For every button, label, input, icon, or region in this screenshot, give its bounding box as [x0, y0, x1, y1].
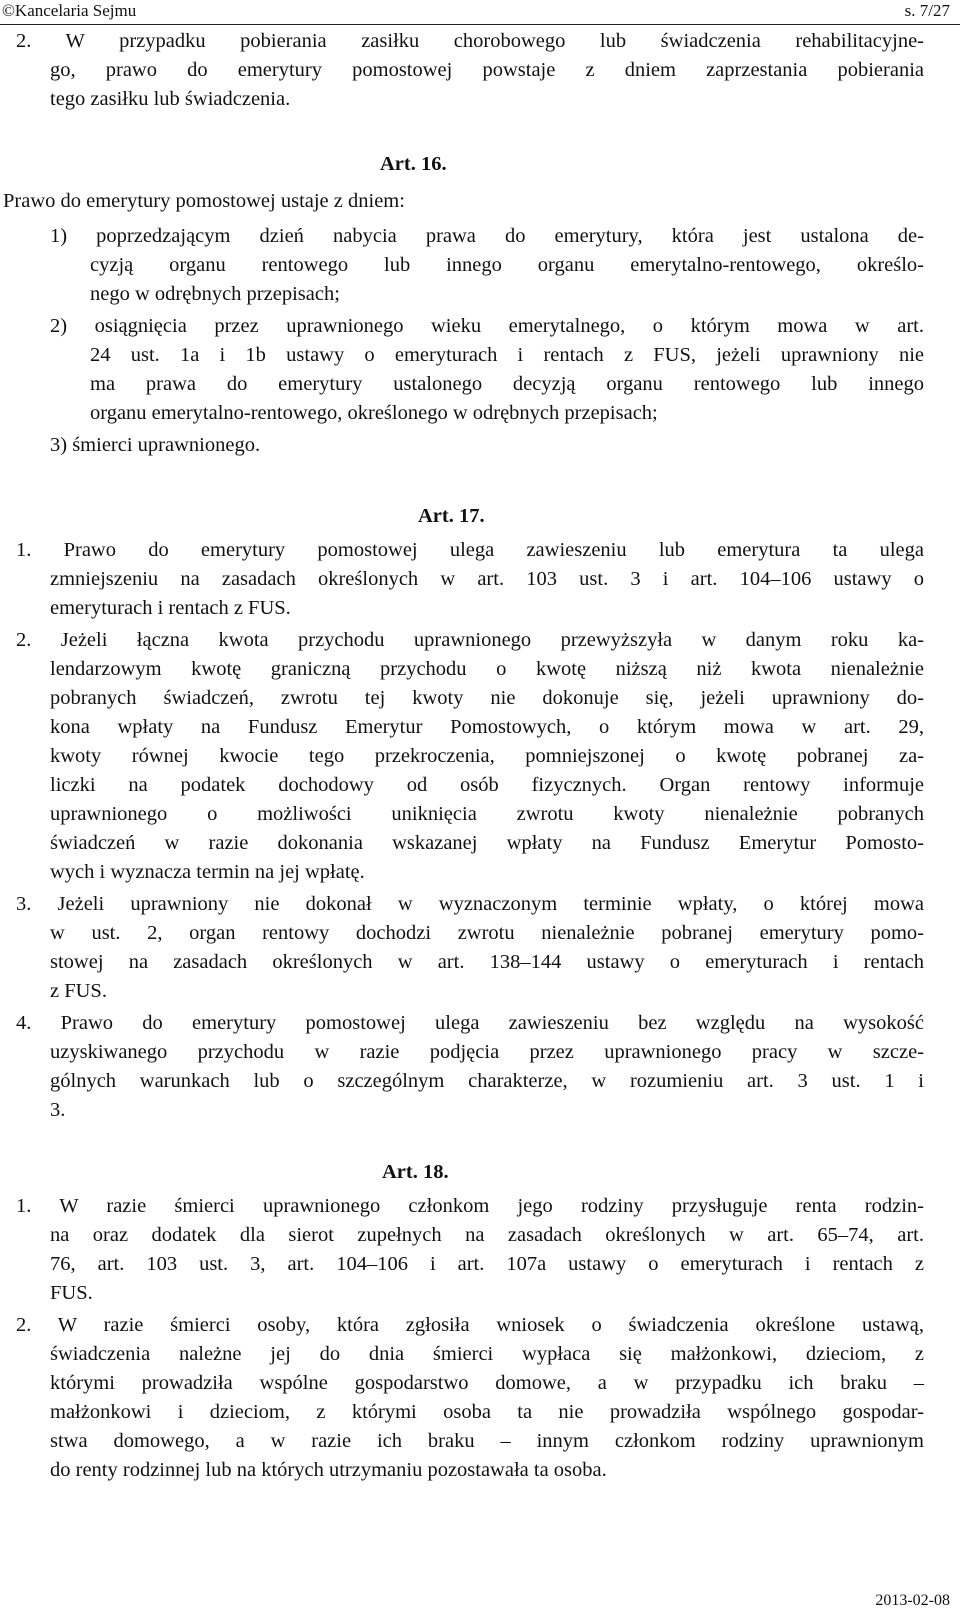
text-line: kwoty równej kwocie tego przekroczenia, pomniejszonej o kwotę pobranej za- — [50, 745, 924, 767]
text-line: 3. Jeżeli uprawniony nie dokonał w wyznaczonym terminie wpłaty, o której mowa — [16, 893, 924, 915]
text-line: 1. W razie śmierci uprawnionego członkom jego rodziny przysługuje renta rodzin- — [16, 1195, 924, 1217]
text-line: 2. Jeżeli łączna kwota przychodu uprawnionego przewyższyła w danym roku ka- — [16, 629, 924, 651]
text-line: 2. W przypadku pobierania zasiłku chorobowego lub świadczenia rehabilitacyjne- — [16, 30, 924, 52]
text-line: z FUS. — [50, 980, 107, 1002]
text-line: stowej na zasadach określonych w art. 138–144 ustawy o emeryturach i rentach — [50, 951, 924, 973]
text-line: świadczenia należne jej do dnia śmierci wypłaca się małżonkowi, dzieciom, z — [50, 1343, 924, 1365]
page-header — [0, 0, 960, 25]
text-line: uprawnionego o możliwości uniknięcia zwrotu kwoty nienależnie pobranych — [50, 803, 924, 825]
text-line: cyzją organu rentowego lub innego organu emerytalno-rentowego, określo- — [90, 254, 924, 276]
text-line: 76, art. 103 ust. 3, art. 104–106 i art. 107a ustawy o emeryturach i rentach z — [50, 1253, 924, 1275]
text-line: 3. — [50, 1099, 66, 1121]
text-line: uzyskiwanego przychodu w razie podjęcia przez uprawnionego pracy w szcze- — [50, 1041, 924, 1063]
article-heading: Art. 18. — [382, 1161, 449, 1183]
text-line: zmniejszeniu na zasadach określonych w art. 103 ust. 3 i art. 104–106 ustawy o — [50, 568, 924, 590]
text-line: wych i wyznacza termin na jej wpłatę. — [50, 861, 365, 883]
footer-date: 2013-02-08 — [875, 1592, 950, 1609]
header-source: ©Kancelaria Sejmu — [2, 1, 137, 20]
text-line: kona wpłaty na Fundusz Emerytur Pomostowych, o którym mowa w art. 29, — [50, 716, 924, 738]
text-line: FUS. — [50, 1282, 93, 1304]
text-line: lendarzowym kwotę graniczną przychodu o kwotę niższą niż kwota nienależnie — [50, 658, 924, 680]
text-line: ma prawa do emerytury ustalonego decyzją organu rentowego lub innego — [90, 373, 924, 395]
text-line: świadczeń w razie dokonania wskazanej wpłaty na Fundusz Emerytur Pomosto- — [50, 832, 924, 854]
text-line: 4. Prawo do emerytury pomostowej ulega zawieszeniu bez względu na wysokość — [16, 1012, 924, 1034]
text-line: 2) osiągnięcia przez uprawnionego wieku emerytalnego, o którym mowa w art. — [50, 315, 924, 337]
text-line: nego w odrębnych przepisach; — [90, 283, 340, 305]
text-line: stwa domowego, a w razie ich braku – innym członkom rodziny uprawnionym — [50, 1430, 924, 1452]
text-line: 1. Prawo do emerytury pomostowej ulega zawieszeniu lub emerytura ta ulega — [16, 539, 924, 561]
article-heading: Art. 17. — [418, 505, 485, 527]
text-line: pobranych świadczeń, zwrotu tej kwoty nie dokonuje się, jeżeli uprawniony do- — [50, 687, 924, 709]
text-line: go, prawo do emerytury pomostowej powstaje z dniem zaprzestania pobierania — [50, 59, 924, 81]
text-line: którymi prowadziła wspólne gospodarstwo domowe, a w przypadku ich braku – — [50, 1372, 924, 1394]
text-line: Prawo do emerytury pomostowej ustaje z dniem: — [3, 190, 405, 212]
text-line: emeryturach i rentach z FUS. — [50, 597, 291, 619]
header-page-number: s. 7/27 — [904, 1, 950, 20]
article-heading: Art. 16. — [380, 153, 447, 175]
text-line: tego zasiłku lub świadczenia. — [50, 88, 291, 110]
text-line: gólnych warunkach lub o szczególnym charakterze, w rozumieniu art. 3 ust. 1 i — [50, 1070, 924, 1092]
text-line: 1) poprzedzającym dzień nabycia prawa do emerytury, która jest ustalona de- — [50, 225, 924, 247]
text-line: małżonkowi i dzieciom, z którymi osoba ta nie prowadziła wspólnego gospodar- — [50, 1401, 924, 1423]
text-line: organu emerytalno-rentowego, określonego w odrębnych przepisach; — [90, 402, 658, 424]
text-line: na oraz dodatek dla sierot zupełnych na zasadach określonych w art. 65–74, art. — [50, 1224, 924, 1246]
text-line: liczki na podatek dochodowy od osób fizycznych. Organ rentowy informuje — [50, 774, 924, 796]
text-line: 2. W razie śmierci osoby, która zgłosiła wniosek o świadczenia określone ustawą, — [16, 1314, 924, 1336]
text-line: 3) śmierci uprawnionego. — [50, 434, 261, 456]
text-line: 24 ust. 1a i 1b ustawy o emeryturach i rentach z FUS, jeżeli uprawniony nie — [90, 344, 924, 366]
text-line: w ust. 2, organ rentowy dochodzi zwrotu nienależnie pobranej emerytury pomo- — [50, 922, 924, 944]
text-line: do renty rodzinnej lub na których utrzymaniu pozostawała ta osoba. — [50, 1459, 607, 1481]
